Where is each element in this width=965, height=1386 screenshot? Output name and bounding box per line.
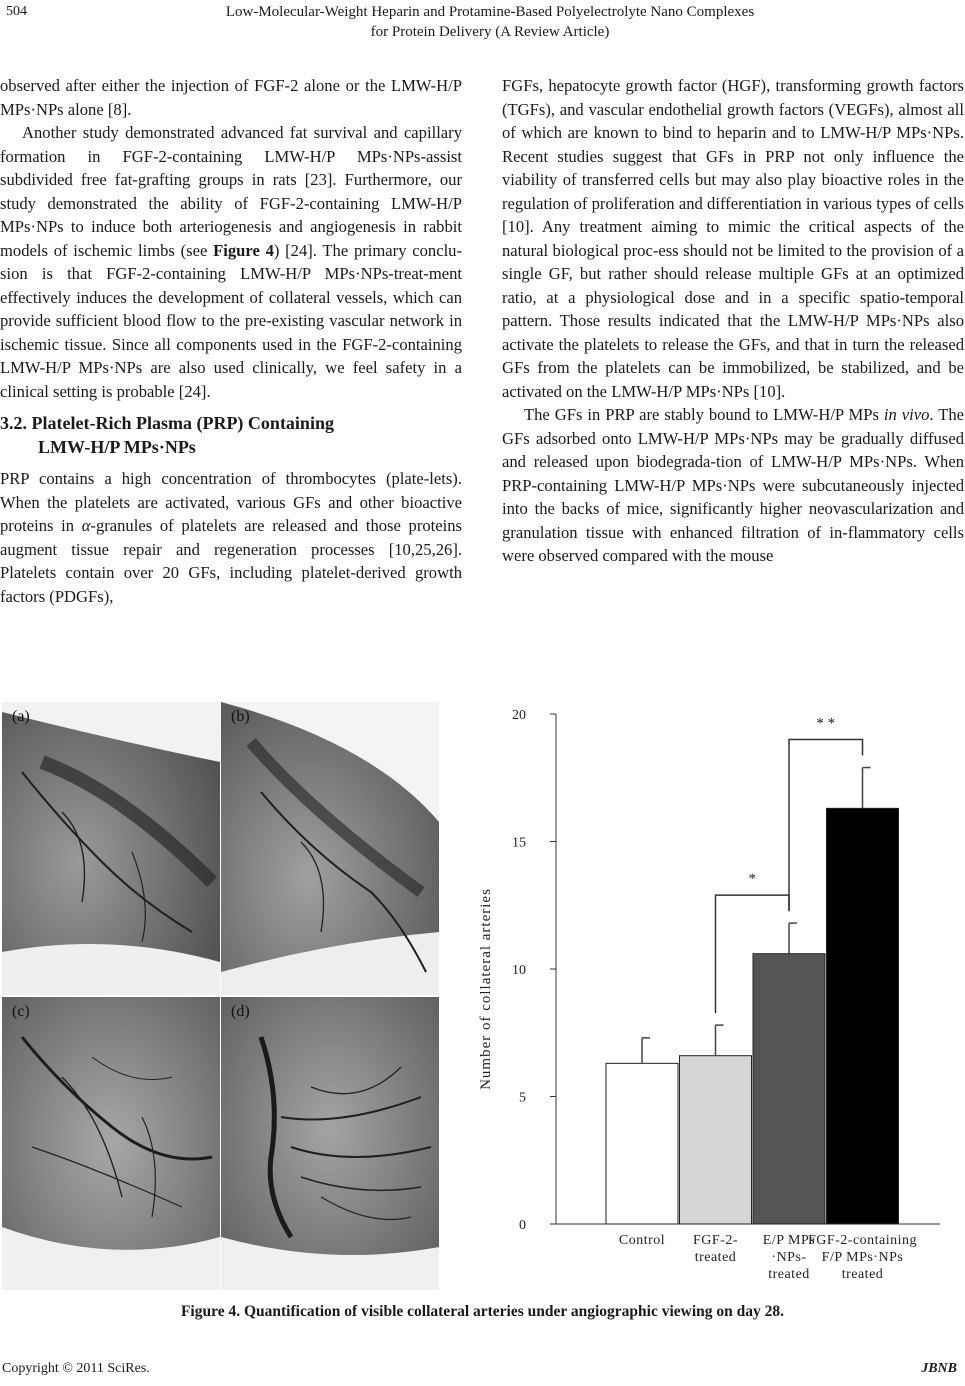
x-tick-label: FGF-2- bbox=[692, 1233, 739, 1248]
y-tick-label: 0 bbox=[519, 1218, 526, 1233]
alpha-symbol: α bbox=[81, 516, 91, 535]
section-heading-line1: 3.2. Platelet-Rich Plasma (PRP) Containing bbox=[0, 413, 334, 433]
angiogram-image bbox=[2, 997, 220, 1290]
angiogram-panel-a bbox=[2, 702, 220, 995]
paragraph bbox=[502, 403, 964, 568]
bar bbox=[606, 1063, 678, 1224]
journal-name: JBNB bbox=[921, 1361, 957, 1376]
y-tick-label: 15 bbox=[512, 835, 526, 851]
significance-marker: * bbox=[748, 871, 756, 888]
section-heading-line2: LMW-H/P MPs·NPs bbox=[38, 437, 196, 457]
paragraph-text: PRP contains a high concentration of thrombocytes (plate-lets). When the platelets are activated, various GFs and other bioactive proteins in bbox=[0, 469, 462, 535]
angiogram-image bbox=[221, 702, 439, 995]
x-tick-label: FGF-2-containing bbox=[807, 1233, 918, 1248]
bar-chart bbox=[470, 702, 965, 1292]
y-axis-label: Number of collateral arteries bbox=[478, 888, 494, 1090]
running-head-line2: for Protein Delivery (A Review Article) bbox=[370, 24, 610, 40]
significance-marker: * * bbox=[816, 715, 836, 732]
x-tick-label: treated bbox=[841, 1267, 884, 1282]
paragraph-text: . The GFs adsorbed onto LMW-H/P MPs·NPs may be gradually diffused and released upon biodegrada-tion of LMW-H/P MPs·NPs. When PRP-containing LMW-H/P MPs·NPs were subcutaneously injected into the backs of mice, significantly higher neovascularization and granulation tissue with enhanced filtration of in-flammatory cells were observed compared with the mouse bbox=[502, 405, 964, 565]
angiogram-image bbox=[221, 997, 439, 1290]
panel-label-d: (d) bbox=[231, 1003, 250, 1020]
paragraph-text: -granules of platelets are released and those proteins augment tissue repair and regeneration processes [10,25,26]. Platelets contain over 20 GFs, including platelet-derived growth factors (PDGFs), bbox=[0, 516, 462, 606]
x-tick-label: treated bbox=[768, 1267, 810, 1282]
y-tick-label: 5 bbox=[519, 1090, 526, 1106]
italic-text: in vivo bbox=[883, 405, 930, 424]
paragraph: observed after either the injection of FGF-2 alone or the LMW-H/P MPs·NPs alone [8]. bbox=[0, 76, 462, 119]
x-tick-label: ·NPs- bbox=[771, 1250, 807, 1265]
paragraph bbox=[0, 121, 462, 403]
paragraph-text: The GFs in PRP are stably bound to LMW-H/P MPs bbox=[524, 405, 884, 424]
panel-label-c: (c) bbox=[12, 1003, 30, 1020]
panel-label-a: (a) bbox=[12, 708, 30, 725]
x-tick-label: F/P MPs·NPs bbox=[821, 1250, 904, 1265]
angiogram-image bbox=[2, 702, 220, 995]
angiogram-panel-b bbox=[221, 702, 439, 995]
figure-4 bbox=[0, 702, 965, 1292]
x-tick-label: Control bbox=[618, 1233, 666, 1248]
x-tick-label: E/P MPs bbox=[762, 1233, 816, 1248]
angiogram-grid bbox=[2, 702, 440, 1290]
angiogram-panel-d bbox=[221, 997, 439, 1290]
paragraph-text: Another study demonstrated advanced fat survival and capillary formation in FGF-2-containing LMW-H/P MPs·NPs-assist subdivided free fat-grafting groups in rats [23]. Furthermore, our study demonstrated the ability of FGF-2-containing LMW-H/P MPs·NPs to induce both arteriogenesis and angiogenesis in rabbit models of ischemic limbs (see bbox=[0, 123, 462, 260]
paragraph: FGFs, hepatocyte growth factor (HGF), transforming growth factors (TGFs), and vascular endothelial growth factors (VEGFs), almost all of which are known to bind to heparin and to LMW-H/P MPs·NPs. Recent studies suggest that GFs in PRP not only influence the viability of transferred cells but may also play bioactive roles in the regulation of proliferation and differentiation in various types of cells [10]. Any treatment aiming to mimic the critical aspects of the natural biological proc-ess should not be limited to the provision of a single GF, but rather should release multiple GFs at an optimized ratio, at a physiological dose and in a specific spatio-temporal pattern. Those results indicated that the LMW-H/P MPs·NPs also activate the platelets to release the GFs, and that in turn the released GFs from the platelets can be immobilized, be stabilized, and be activated on the LMW-H/P MPs·NPs [10]. bbox=[502, 76, 964, 401]
running-head-line1: Low-Molecular-Weight Heparin and Protamine-Based Polyelectrolyte Nano Complexes bbox=[225, 4, 755, 20]
paragraph bbox=[0, 467, 462, 608]
right-column bbox=[502, 74, 964, 568]
figure-caption: Figure 4. Quantification of visible collateral arteries under angiographic viewing on day 28. bbox=[180, 1303, 785, 1320]
bar bbox=[753, 954, 825, 1224]
page-number: 504 bbox=[6, 4, 27, 19]
paragraph-text: ) [24]. The primary conclu-sion is that FGF-2-containing LMW-H/P MPs·NPs-treat-ment effectively induces the development of collateral vessels, which can provide sufficient blood flow to the pre-existing vascular network in ischemic tissue. Since all components used in the FGF-2-containing LMW-H/P MPs·NPs are also used clinically, we feel safety in a clinical setting is probable [24]. bbox=[0, 240, 462, 401]
running-head bbox=[190, 2, 790, 42]
copyright: Copyright © 2011 SciRes. bbox=[2, 1361, 150, 1376]
panel-label-b: (b) bbox=[231, 708, 250, 725]
section-heading bbox=[0, 411, 462, 459]
figure-reference: Figure 4 bbox=[213, 240, 274, 260]
y-tick-label: 10 bbox=[512, 963, 526, 978]
angiogram-panel-c bbox=[2, 997, 220, 1290]
x-tick-label: treated bbox=[694, 1250, 737, 1265]
bar bbox=[827, 808, 899, 1224]
y-tick-label: 20 bbox=[512, 708, 526, 723]
left-column bbox=[0, 74, 462, 608]
bar bbox=[680, 1056, 752, 1224]
bar-chart-svg bbox=[470, 702, 965, 1292]
